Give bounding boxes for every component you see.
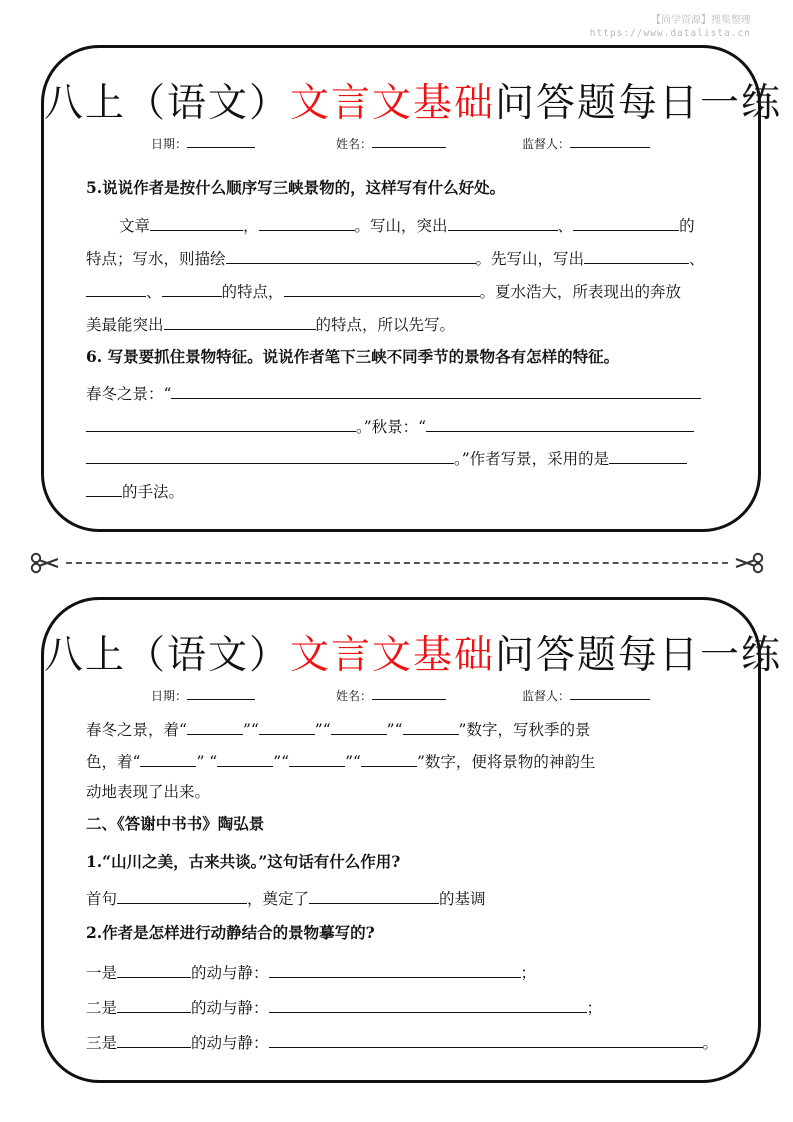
answer-line bbox=[86, 246, 705, 270]
supervisor-label: 监督人： bbox=[522, 137, 571, 151]
page-title bbox=[44, 631, 783, 681]
watermark-text: 【尚学资源】搜集整理 bbox=[651, 15, 751, 26]
text: 春冬之景：“ bbox=[86, 385, 172, 403]
title-part: 问答题每日一练 bbox=[495, 81, 783, 126]
blank[interactable] bbox=[140, 749, 196, 767]
name-blank[interactable] bbox=[372, 135, 446, 148]
answer-line bbox=[86, 1030, 718, 1054]
answer-line bbox=[86, 749, 595, 773]
text: 二是 bbox=[86, 999, 118, 1017]
answer-line bbox=[86, 886, 486, 910]
text: 春冬之景，着“ bbox=[86, 721, 187, 739]
text: ”“ bbox=[314, 721, 331, 739]
text: 。夏水浩大，所表现出的奔放 bbox=[479, 283, 682, 301]
text: ”数字，便将景物的神韵生 bbox=[416, 753, 596, 771]
text: 。先写山，写出 bbox=[475, 250, 585, 268]
answer-line bbox=[86, 312, 455, 336]
text: 文章 bbox=[119, 217, 151, 235]
answer-line bbox=[119, 213, 695, 237]
text: 。”秋景：“ bbox=[356, 418, 427, 436]
watermark-url: https://www.datalista.cn bbox=[589, 28, 751, 39]
text: ”“ bbox=[242, 721, 259, 739]
name-field[interactable] bbox=[336, 687, 446, 704]
blank[interactable] bbox=[187, 717, 243, 735]
answer-line: 动地表现了出来。 bbox=[86, 783, 211, 801]
blank[interactable] bbox=[226, 246, 476, 264]
blank[interactable] bbox=[259, 717, 315, 735]
question-6: 6. 写景要抓住景物特征。说说作者笔下三峡不同季节的景物各有怎样的特征。 bbox=[86, 347, 620, 366]
text: 、 bbox=[689, 250, 705, 268]
cut-line bbox=[30, 552, 764, 574]
blank[interactable] bbox=[331, 717, 387, 735]
question-5: 5.说说作者是按什么顺序写三峡景物的，这样写有什么好处。 bbox=[86, 178, 506, 197]
blank[interactable] bbox=[86, 446, 454, 464]
text: ”数字，写秋季的景 bbox=[458, 721, 591, 739]
date-label: 日期： bbox=[151, 689, 188, 703]
blank[interactable] bbox=[609, 446, 687, 464]
blank[interactable] bbox=[217, 749, 273, 767]
blank[interactable] bbox=[162, 279, 222, 297]
blank[interactable] bbox=[269, 995, 587, 1013]
date-label: 日期： bbox=[151, 137, 188, 151]
answer-line bbox=[86, 446, 687, 470]
question-1: 1.“山川之美，古来共谈。”这句话有什么作用? bbox=[86, 852, 401, 871]
blank[interactable] bbox=[448, 213, 558, 231]
answer-line bbox=[86, 717, 590, 741]
text: 一是 bbox=[86, 964, 118, 982]
section-heading: 二、《答谢中书书》陶弘景 bbox=[86, 814, 265, 833]
page-title bbox=[44, 79, 783, 129]
text: 的特点，所以先写。 bbox=[315, 316, 456, 334]
text: 的 bbox=[679, 217, 695, 235]
text: 、 bbox=[146, 283, 162, 301]
name-label: 姓名： bbox=[336, 137, 373, 151]
blank[interactable] bbox=[164, 312, 316, 330]
blank[interactable] bbox=[86, 479, 122, 497]
answer-line bbox=[86, 995, 602, 1019]
text: 的动与静： bbox=[191, 1034, 269, 1052]
answer-line bbox=[86, 279, 681, 303]
text: ”“ bbox=[386, 721, 403, 739]
blank[interactable] bbox=[259, 213, 355, 231]
blank[interactable] bbox=[573, 213, 679, 231]
text: 。写山，突出 bbox=[354, 217, 448, 235]
blank[interactable] bbox=[403, 717, 459, 735]
text: ，奠定了 bbox=[247, 890, 310, 908]
blank[interactable] bbox=[361, 749, 417, 767]
text: ， bbox=[243, 217, 259, 235]
text: ”“ bbox=[345, 753, 361, 771]
text: ”“ bbox=[273, 753, 290, 771]
blank[interactable] bbox=[86, 414, 356, 432]
dashed-divider bbox=[66, 562, 728, 564]
blank[interactable] bbox=[289, 749, 345, 767]
title-part: 八上（语文） bbox=[44, 81, 291, 126]
supervisor-blank[interactable] bbox=[570, 687, 650, 700]
blank[interactable] bbox=[284, 279, 480, 297]
blank[interactable] bbox=[309, 886, 439, 904]
blank[interactable] bbox=[426, 414, 694, 432]
scissors-icon bbox=[30, 552, 60, 574]
worksheet-card-2 bbox=[41, 597, 783, 1083]
blank[interactable] bbox=[117, 1030, 191, 1048]
text: 的动与静： bbox=[191, 964, 269, 982]
watermark bbox=[590, 14, 751, 40]
supervisor-blank[interactable] bbox=[570, 135, 650, 148]
text: 的基调 bbox=[439, 890, 486, 908]
text: 色，着“ bbox=[86, 753, 141, 771]
text: 三是 bbox=[86, 1034, 118, 1052]
supervisor-field[interactable] bbox=[522, 687, 650, 704]
title-part: 问答题每日一练 bbox=[495, 633, 783, 678]
scissors-icon bbox=[734, 552, 764, 574]
answer-line bbox=[86, 414, 694, 438]
text: 的特点， bbox=[221, 283, 284, 301]
date-field[interactable] bbox=[151, 687, 255, 704]
answer-line bbox=[86, 381, 701, 405]
text: 的手法。 bbox=[122, 483, 185, 501]
text: ； bbox=[520, 964, 537, 982]
blank[interactable] bbox=[117, 886, 247, 904]
answer-line bbox=[86, 960, 536, 984]
text: 。”作者写景，采用的是 bbox=[454, 450, 610, 468]
date-field[interactable] bbox=[151, 135, 255, 152]
text: 的动与静： bbox=[191, 999, 269, 1017]
text: 美最能突出 bbox=[86, 316, 164, 334]
text: 首句 bbox=[86, 890, 118, 908]
supervisor-label: 监督人： bbox=[522, 689, 571, 703]
blank[interactable] bbox=[117, 995, 191, 1013]
blank[interactable] bbox=[269, 960, 521, 978]
title-highlight: 文言文基础 bbox=[290, 81, 496, 126]
supervisor-field[interactable] bbox=[522, 135, 650, 152]
blank[interactable] bbox=[171, 381, 701, 399]
text: 、 bbox=[557, 217, 574, 235]
name-blank[interactable] bbox=[372, 687, 446, 700]
date-blank[interactable] bbox=[187, 687, 255, 700]
blank[interactable] bbox=[117, 960, 191, 978]
question-2: 2.作者是怎样进行动静结合的景物摹写的? bbox=[86, 923, 375, 942]
worksheet-card-1 bbox=[41, 45, 783, 532]
text: ” “ bbox=[196, 753, 218, 771]
text: ； bbox=[586, 999, 603, 1017]
blank[interactable] bbox=[86, 279, 146, 297]
blank[interactable] bbox=[269, 1030, 703, 1048]
blank[interactable] bbox=[584, 246, 689, 264]
name-field[interactable] bbox=[336, 135, 446, 152]
text: 特点；写水，则描绘 bbox=[86, 250, 226, 268]
blank[interactable] bbox=[150, 213, 243, 231]
title-highlight: 文言文基础 bbox=[290, 633, 496, 678]
name-label: 姓名： bbox=[336, 689, 373, 703]
text: 。 bbox=[702, 1034, 719, 1052]
answer-line bbox=[86, 479, 184, 503]
date-blank[interactable] bbox=[187, 135, 255, 148]
title-part: 八上（语文） bbox=[44, 633, 291, 678]
